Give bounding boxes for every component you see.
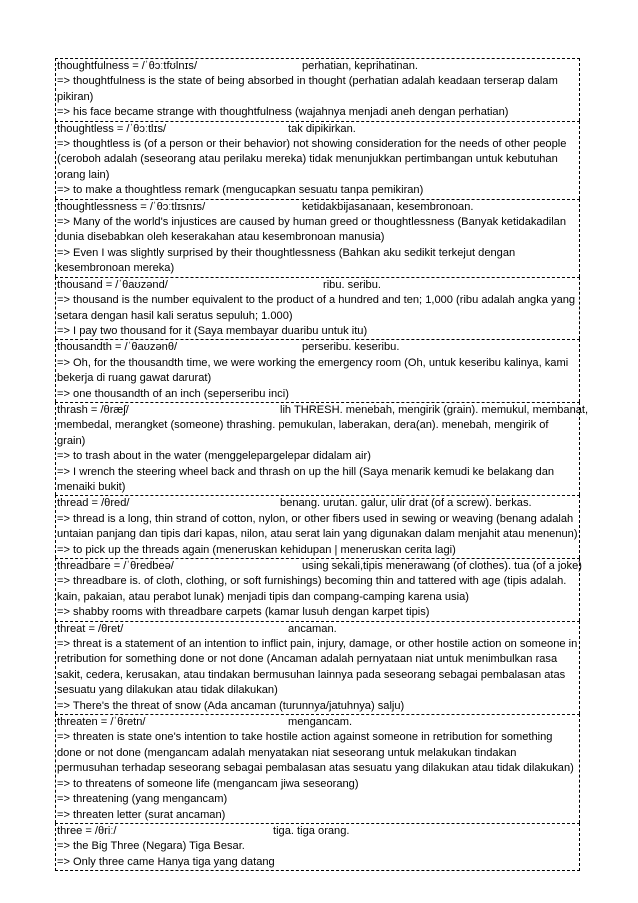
example-line: => one thousandth of an inch (seperseribu inci) [57,387,289,400]
meaning: lih THRESH. menebah, mengirik (grain). memukul, membanat, [280,403,589,416]
entry-headline [57,715,578,730]
example-line: => Oh, for the thousandth time, we were working the emergency room (Oh, untuk keseribu kalinya, kami bekerja di ruang gawat darurat) [57,356,569,385]
example-line: => Many of the world's injustices are caused by human greed or thoughtlessness (Banyak ketidakadilan dunia disebabkan oleh keserakahan atau kesembronoan manusia) [57,216,567,244]
example-line: => Only three came Hanya tiga yang datang [57,855,275,868]
entry-thoughtfulness [55,58,580,121]
example-line: => his face became strange with thoughtfulness (wajahnya menjadi aneh dengan perhatian) [57,106,509,119]
entry-headline [57,340,578,355]
example-line: => to trash about in the water (menggelepargelepar didalam air) [57,450,371,463]
example-line: => thoughtfulness is the state of being absorbed in thought (perhatian adalah keadaan terserap dalam pikiran) [57,75,558,103]
entry-headline [57,622,578,637]
example-line: => I wrench the steering wheel back and thrash on up the hill (Saya menarik kemudi ke belakang dan menaiki bukit) [57,465,555,493]
example-line: => to make a thoughtless remark (mengucapkan sesuatu tanpa pemikiran) [57,184,424,197]
headword: threat = /θret/ [57,622,124,635]
headword: thrash = /θræʃ/ [57,403,129,416]
meaning: ribu. seribu. [323,278,381,291]
example-line: => Even I was slightly surprised by their thoughtlessness (Bahkan aku sedikit terkejut dengan kesembronoan mereka) [57,246,516,275]
example-line: => I pay two thousand for it (Saya membayar duaribu untuk itu) [57,324,368,337]
example-line: => threaten letter (surat ancaman) [57,808,226,821]
headword: thoughtfulness = /ˈθɔːtfʊlnɪs/ [57,60,198,72]
entry-thread [55,495,580,558]
meaning: ancaman. [288,622,337,635]
example-line: => to pick up the threads again (meneruskan kehidupan | meneruskan cerita lagi) [57,543,456,556]
example-line: => thousand is the number equivalent to the product of a hundred and ten; 1,000 (ribu adalah angka yang setara dengan hasil kali seratus sepuluh; 1.000) [57,294,576,322]
headword: threaten = /ˈθretn/ [57,716,146,729]
example-line: => threatening (yang mengancam) [57,793,228,806]
headword: thoughtlessness = /ˈθɔːtlɪsnɪs/ [57,200,206,213]
headword: thoughtless = /ˈθɔːtlɪs/ [57,122,167,135]
meaning: tak dipikirkan. [288,122,356,135]
headword: three = /θriː/ [57,824,117,837]
example-line: => thread is a long, thin strand of cotton, nylon, or other fibers used in sewing or weaving (benang adalah untaian panjang dan tipis dari kapas, nilon, atau serat lain yang digunakan dalam menjahit atau menenun) [57,512,578,541]
example-line: => the Big Three (Negara) Tiga Besar. [57,840,245,853]
headword: threadbare = /ˈθredbeə/ [57,560,174,572]
entry-headline [57,403,589,418]
meaning: using sekali,tipis menerawang (of clothes). tua (of a joke) [302,560,582,572]
meaning: perseribu. keseribu. [302,341,400,354]
entry-threaten [55,714,580,823]
meaning: ketidakbijasanaan, kesembronoan. [302,200,474,213]
headword: thread = /θred/ [57,497,130,510]
example-line: membedal, merangket (someone) thrashing. pemukulan, laberakan, dera(an). menebah, mengirik of grain) [57,419,549,447]
meaning: mengancam. [288,716,353,729]
entry-headline [57,59,578,74]
meaning: perhatian, keprihatinan. [302,60,418,72]
entry-threadbare [55,558,580,621]
example-line: => threat is a statement of an intention to inflict pain, injury, damage, or other hostile action on someone in retribution for something done or not done (Ancaman adalah pernyataan niat untuk menimbulkan rasa sakit, cedera, kerusakan, atau tindakan bermusuhan lainnya pada seseorang sebagai pembalasan atas sesuatu yang dilakukan atau tidak dilakukan) [57,638,578,697]
entry-thousandth [55,339,580,402]
dictionary-page [55,58,589,871]
example-line: => shabby rooms with threadbare carpets (kamar lusuh dengan karpet tipis) [57,606,430,619]
example-line: => There's the threat of snow (Ada ancaman (turunnya/jatuhnya) salju) [57,699,405,712]
entry-thrash [55,402,589,495]
headword: thousand = /ˈθaʊzənd/ [57,278,168,291]
entry-headline [57,200,578,215]
example-line: => to threatens of someone life (mengancam jiwa seseorang) [57,777,359,790]
entry-headline [57,824,578,839]
entry-threat [55,621,580,714]
entry-headline [57,559,582,574]
entry-three [55,823,580,871]
entry-headline [57,278,578,293]
example-line: => thoughtless is (of a person or their behavior) not showing consideration for the needs of other people (ceroboh adalah (seseorang atau perilaku mereka) tidak menunjukkan pertimbangan untuk kebutuhan orang lain) [57,138,567,181]
entry-headline [57,496,578,511]
headword: thousandth = /ˈθaʊzənθ/ [57,341,178,354]
entry-thousand [55,277,580,340]
entry-thoughtless [55,121,580,199]
entry-headline [57,122,578,137]
example-line: => threadbare is. of cloth, clothing, or soft furnishings) becoming thin and tattered with age (tipis adalah. kain, pakaian, atau perabot lunak) menjadi tipis dan compang-camping karena usia) [57,575,567,603]
example-line: => threaten is state one's intention to take hostile action against someone in retribution for something done or not done (mengancam adalah menyatakan niat seseorang untuk melakukan tindakan permusuhan terhadap seseorang sebagai pembalasan atas sesuatu yang dilakukan atau tidak dilakukan) [57,731,574,775]
meaning: tiga. tiga orang. [273,824,350,837]
meaning: benang. urutan. galur, ulir drat (of a screw). berkas. [280,497,532,510]
entry-thoughtlessness [55,199,580,277]
